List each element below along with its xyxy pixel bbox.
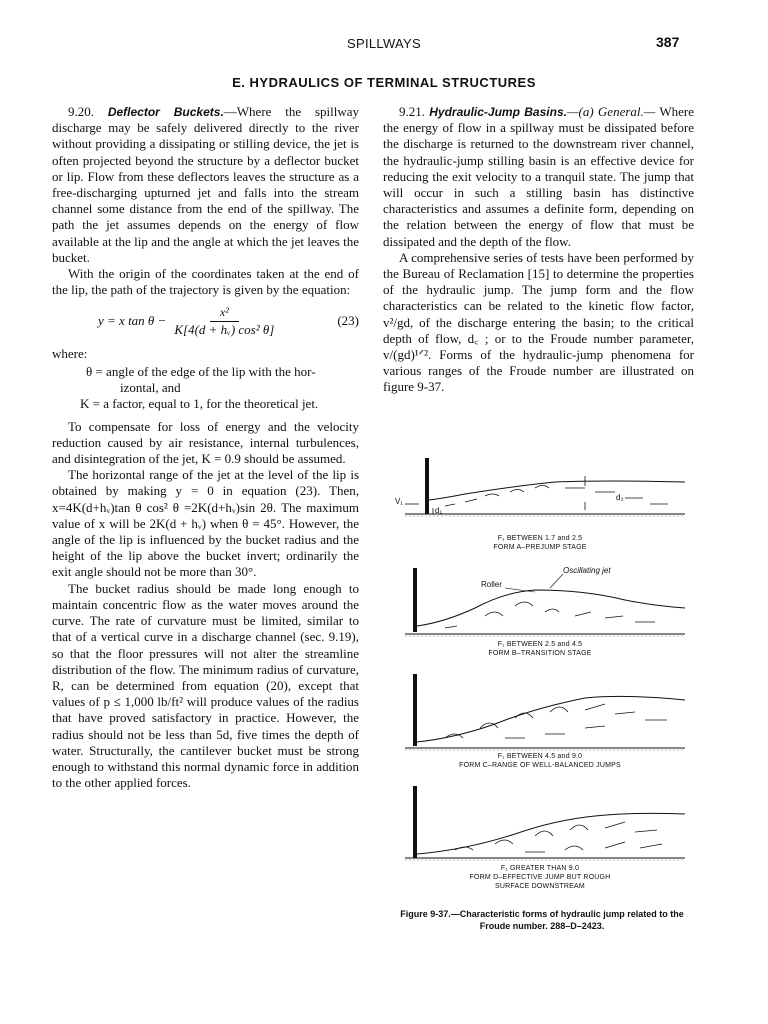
paragraph-compensate: To compensate for loss of energy and the velocity reduction caused by air resistance, internal turbulences, and disintegration of the jet, K = 0.9 should be assumed.: [52, 418, 359, 467]
label-d1: d₁: [435, 506, 443, 515]
page-number: 387: [656, 34, 680, 50]
panel-b-caption-line1: F₁ BETWEEN 2.5 and 4.5: [497, 641, 583, 648]
panel-d-caption-line1: F₁ GREATER THAN 9.0: [500, 865, 580, 872]
panel-b-caption-line2: FORM B–TRANSITION STAGE: [488, 650, 592, 657]
panel-d-drawing: [385, 778, 695, 866]
panel-c-caption-line1: F₁ BETWEEN 4.5 and 9.0: [497, 753, 583, 760]
paragraph-bucket-radius: The bucket radius should be made long enough to maintain concentric flow as the water moves around the curve. The rate of curvature must be limited, similar to that of a vertical curve in a discharge channel (sec. 9.19), so that the floor pressures will not alter the streamline distribution of the flow. The minimum radius of curvature, R, can be determined from equation (20), except that values of p ≤ 1,000 lb/ft² will produce values of the radius that have proved satisfactory in practice. However, the radius should not be less than 5d, five times the depth of water. Structurally, the cantilever bucket must be strong enough to withstand this normal dynamic force in addition to the other applied forces.: [52, 580, 359, 791]
label-v1: V₁: [395, 497, 404, 506]
right-column: [383, 104, 694, 396]
paragraph-tests: A comprehensive series of tests have been performed by the Bureau of Reclamation [15] to determine the properties of the hydraulic jump. The jump form and the flow characteristics can be related to the kinetic flow factor, v²/gd, of the discharge entering the basin; to the critical depth of flow, d꜀ ; or to the Froude number parameter, v/(gd)¹ᐟ². Forms of the hydraulic-jump phenomena for various ranges of the Froude number are illustrated on figure 9-37.: [383, 249, 694, 395]
paragraph-hydraulic-jump: [383, 104, 694, 250]
running-head: SPILLWAYS: [347, 36, 421, 51]
panel-a-caption-line2: FORM A–PREJUMP STAGE: [493, 544, 587, 551]
figure-panel-b: [385, 556, 695, 644]
section-heading: Hydraulic-Jump Basins.: [429, 105, 567, 119]
section-heading: Deflector Buckets.: [107, 105, 224, 119]
panel-d-caption-line2: FORM D–EFFECTIVE JUMP BUT ROUGH: [469, 874, 611, 881]
panel-c-caption-line2: FORM C–RANGE OF WELL-BALANCED JUMPS: [459, 762, 621, 769]
section-number: 9.20.: [68, 104, 94, 119]
equation-numerator: x²: [210, 304, 239, 321]
paragraph-text: Where the energy of flow in a spillway must be dissipated before the discharge is returned to the downstream river channel, the hydraulic-jump stilling basin is an effective device for reducing the exit velocity to a tranquil state. The jump that will occur in such a stilling basin has distinctive characteristics and assumes a definite form, depending on the relation between the energy of flow that must be dissipated and the depth of the flow.: [383, 104, 694, 249]
equation-number: (23): [337, 313, 359, 329]
subheading: —(a) General.—: [566, 104, 656, 119]
where-label: where:: [52, 345, 88, 361]
paragraph-horizontal-range: The horizontal range of the jet at the level of the lip is obtained by making y = 0 in equation (23). Then, x=4K(d+hᵥ)tan θ cos² θ =2K(d+hᵥ)sin 2θ. The maximum value of x will be 2K(d + hᵥ) when θ = 45°. However, the angle of the lip is influenced by the bucket radius and the height of the lip above the bucket invert; ordinarily the exit angle should not be more than 30°.: [52, 467, 359, 580]
definition-theta: θ = angle of the edge of the lip with the hor-: [86, 364, 316, 380]
equation-lhs: y = x tan θ −: [98, 313, 167, 329]
paragraph-trajectory: With the origin of the coordinates taken at the end of the lip, the path of the trajectory is given by the equation:: [52, 266, 359, 298]
equation-denominator: K[4(d + hᵥ) cos² θ]: [174, 321, 275, 337]
figure-9-37: [385, 452, 695, 891]
label-d2: d₂: [616, 493, 624, 502]
panel-a-caption-line1: F₁ BETWEEN 1.7 and 2.5: [497, 535, 583, 542]
panel-b-drawing: [385, 556, 695, 644]
equation-fraction: [170, 304, 278, 337]
paragraph-text: —Where the spillway discharge may be safely delivered directly to the river without providing a dissipating or stilling device, the jet is often projected beyond the structure by a deflector bucket or lip. Flow from these deflectors leaves the structure as a free-discharging upturned jet and falls into the stream channel some distance from the end of the spillway. The path the jet assumes depends on the energy of flow available at the lip and the angle at which the jet leaves the bucket.: [52, 104, 360, 265]
figure-panel-a: [385, 452, 695, 540]
paragraph-deflector-buckets: [52, 104, 359, 266]
definitions: [52, 364, 359, 413]
definition-theta-cont: izontal, and: [120, 380, 181, 396]
left-column: [52, 104, 359, 791]
label-oscillating-jet: Oscillating jet: [563, 566, 611, 575]
label-roller: Roller: [481, 580, 502, 589]
figure-caption: Figure 9-37.—Characteristic forms of hydraulic jump related to the Froude number. 288–D–2423.: [400, 909, 684, 931]
figure-panel-c: [385, 664, 695, 756]
panel-d-caption: [385, 864, 695, 891]
equation-23: [52, 304, 359, 337]
panel-c-drawing: [385, 664, 695, 756]
panel-a-drawing: [385, 452, 695, 540]
figure-panel-d: [385, 778, 695, 866]
section-title: E. HYDRAULICS OF TERMINAL STRUCTURES: [232, 75, 536, 90]
section-number: 9.21.: [399, 104, 425, 119]
panel-d-caption-line3: SURFACE DOWNSTREAM: [495, 883, 585, 890]
definition-k: K = a factor, equal to 1, for the theoretical jet.: [80, 396, 319, 412]
